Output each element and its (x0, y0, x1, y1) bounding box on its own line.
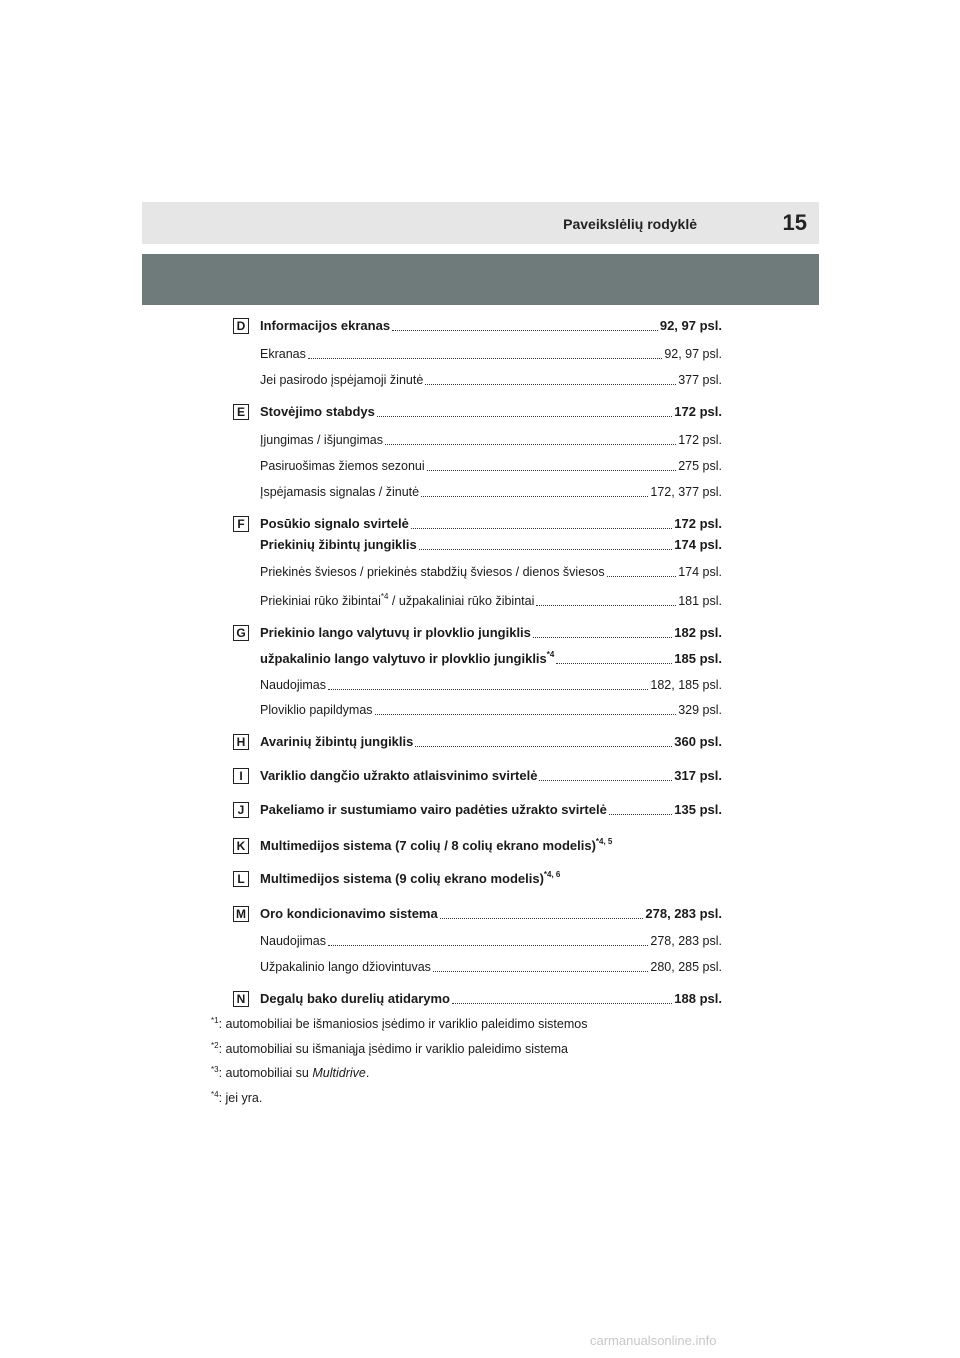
section-banner (142, 254, 819, 305)
index-entry[interactable] (260, 404, 722, 420)
section-letter-e: E (233, 404, 249, 420)
entry-label: Multimedijos sistema (7 colių / 8 colių ekrano modelis)$^{*4, 5}$ (260, 836, 613, 853)
entry-label: Įjungimas / išjungimas (260, 433, 383, 447)
index-entry[interactable] (260, 625, 722, 641)
entry-label: Pasiruošimas žiemos sezonui (260, 459, 425, 473)
dot-leader (433, 971, 648, 972)
page-reference: 172 psl. (678, 433, 722, 447)
index-entry[interactable] (260, 838, 722, 854)
footnote: $^{*1}$: automobiliai be išmaniosios įsėdimo ir variklio paleidimo sistemos (211, 1016, 588, 1031)
page-reference: 172, 377 psl. (650, 485, 722, 499)
entry-label: Stovėjimo stabdys (260, 404, 375, 419)
index-subentry[interactable] (260, 959, 722, 975)
entry-label: Variklio dangčio užrakto atlaisvinimo svirtelė (260, 768, 538, 783)
index-entry[interactable] (260, 651, 722, 667)
dot-leader (427, 470, 677, 471)
index-subentry[interactable] (260, 432, 722, 448)
entry-label: Naudojimas (260, 678, 327, 692)
section-letter-m: M (233, 906, 249, 922)
index-subentry[interactable] (260, 484, 722, 500)
section-letter-j: J (233, 802, 249, 818)
dot-leader (411, 528, 672, 529)
page-reference: 92, 97 psl. (664, 347, 722, 361)
footnote: $^{*4}$: jei yra. (211, 1090, 263, 1105)
index-subentry[interactable] (260, 593, 722, 609)
index-entry[interactable] (260, 537, 722, 553)
page-reference: 188 psl. (674, 991, 722, 1006)
dot-leader (607, 576, 677, 577)
index-entry[interactable] (260, 991, 722, 1007)
page-reference: 182 psl. (674, 625, 722, 640)
section-letter-g: G (233, 625, 249, 641)
entry-label: Priekiniai rūko žibintai$^{*4}$ / užpakaliniai rūko žibintai (260, 591, 535, 608)
dot-leader (328, 945, 648, 946)
dot-leader (375, 714, 677, 715)
page-reference: 377 psl. (678, 373, 722, 387)
dot-leader (539, 780, 672, 781)
index-subentry[interactable] (260, 458, 722, 474)
page-reference: 278, 283 psl. (645, 906, 722, 921)
page-reference: 182, 185 psl. (650, 678, 722, 692)
footnote-ref: *4, 6 (543, 869, 561, 879)
index-entry[interactable] (260, 318, 722, 334)
page-header (142, 202, 819, 244)
section-letter-d: D (233, 318, 249, 334)
index-entry[interactable] (260, 516, 722, 532)
entry-label: Pakeliamo ir sustumiamo vairo padėties užrakto svirtelė (260, 802, 607, 817)
dot-leader (536, 605, 676, 606)
dot-leader (421, 496, 648, 497)
dot-leader (425, 384, 676, 385)
page-reference: 181 psl. (678, 594, 722, 608)
index-entry[interactable] (260, 802, 722, 818)
section-letter-h: H (233, 734, 249, 750)
section-letter-l: L (233, 871, 249, 887)
entry-label: Oro kondicionavimo sistema (260, 906, 438, 921)
page-reference: 280, 285 psl. (650, 960, 722, 974)
index-entry[interactable] (260, 734, 722, 750)
dot-leader (556, 663, 672, 664)
entry-label: Naudojimas (260, 934, 327, 948)
page-reference: 135 psl. (674, 802, 722, 817)
index-subentry[interactable] (260, 346, 722, 362)
page-reference: 185 psl. (674, 651, 722, 666)
entry-label: Priekinio lango valytuvų ir plovklio jungiklis (260, 625, 531, 640)
index-entry[interactable] (260, 906, 722, 922)
dot-leader (377, 416, 672, 417)
footnote: $^{*3}$: automobiliai su Multidrive. (211, 1065, 370, 1080)
page-reference: 278, 283 psl. (650, 934, 722, 948)
page-reference: 317 psl. (674, 768, 722, 783)
entry-label: užpakalinio lango valytuvo ir plovklio jungiklis$^{*4}$ (260, 649, 555, 666)
dot-leader (415, 746, 672, 747)
entry-label: Posūkio signalo svirtelė (260, 516, 409, 531)
footnote-ref: *4 (546, 649, 555, 659)
page-reference: 172 psl. (674, 404, 722, 419)
entry-label: Informacijos ekranas (260, 318, 391, 333)
index-subentry[interactable] (260, 564, 722, 580)
footnote-ref: *4 (380, 591, 389, 601)
entry-label: Ekranas (260, 347, 306, 361)
section-letter-n: N (233, 991, 249, 1007)
dot-leader (440, 918, 644, 919)
entry-label: Priekinės šviesos / priekinės stabdžių šviesos / dienos šviesos (260, 565, 605, 579)
dot-leader (392, 330, 658, 331)
entry-label: Jei pasirodo įspėjamoji žinutė (260, 373, 424, 387)
section-letter-k: K (233, 838, 249, 854)
entry-label: Priekinių žibintų jungiklis (260, 537, 417, 552)
footnote: $^{*2}$: automobiliai su išmaniąja įsėdimo ir variklio paleidimo sistema (211, 1041, 569, 1056)
entry-label: Užpakalinio lango džiovintuvas (260, 960, 431, 974)
page-reference: 174 psl. (674, 537, 722, 552)
index-subentry[interactable] (260, 702, 722, 718)
dot-leader (609, 814, 672, 815)
entry-label: Multimedijos sistema (9 colių ekrano modelis)$^{*4, 6}$ (260, 869, 561, 886)
page-number: 15 (782, 210, 807, 235)
page-reference: 329 psl. (678, 703, 722, 717)
dot-leader (419, 549, 673, 550)
dot-leader (308, 358, 662, 359)
section-letter-f: F (233, 516, 249, 532)
section-letter-i: I (233, 768, 249, 784)
header-title: Paveikslėlių rodyklė (563, 216, 697, 232)
index-subentry[interactable] (260, 372, 722, 388)
entry-label: Avarinių žibintų jungiklis (260, 734, 414, 749)
page-reference: 174 psl. (678, 565, 722, 579)
dot-leader (452, 1003, 672, 1004)
index-entry[interactable] (260, 768, 722, 784)
index-entry[interactable] (260, 871, 722, 887)
footnote-ref: *4, 5 (595, 836, 613, 846)
page-reference: 172 psl. (674, 516, 722, 531)
index-subentry[interactable] (260, 933, 722, 949)
index-subentry[interactable] (260, 677, 722, 693)
dot-leader (533, 637, 672, 638)
entry-label: Ploviklio papildymas (260, 703, 373, 717)
entry-label: Degalų bako durelių atidarymo (260, 991, 450, 1006)
page-reference: 92, 97 psl. (659, 318, 722, 333)
watermark: carmanualsonline.info (590, 1333, 717, 1348)
page-reference: 275 psl. (678, 459, 722, 473)
dot-leader (385, 444, 676, 445)
entry-label: Įspėjamasis signalas / žinutė (260, 485, 420, 499)
page-reference: 360 psl. (674, 734, 722, 749)
dot-leader (328, 689, 648, 690)
